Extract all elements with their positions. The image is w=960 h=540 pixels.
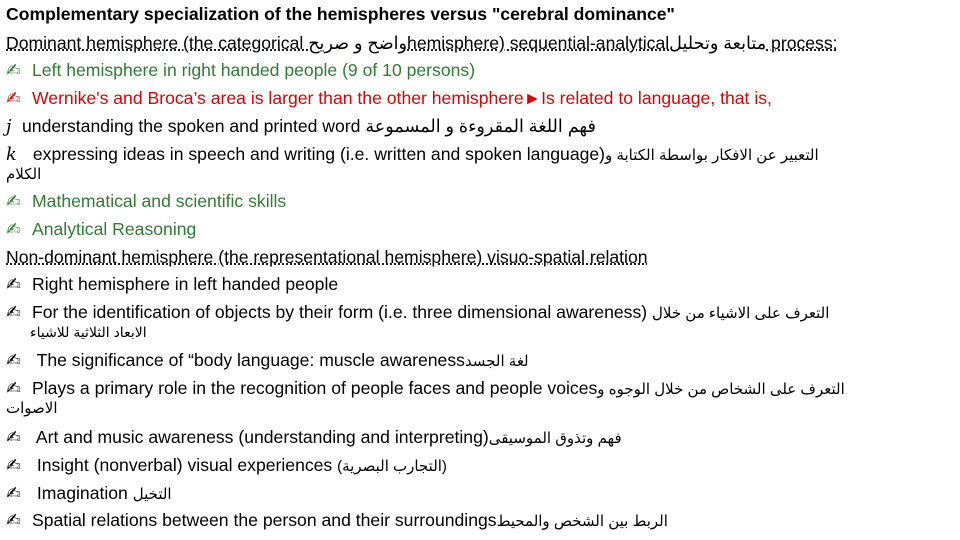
nondominant-item-2-arabic-2: الابعاد الثلاثية للاشياء bbox=[30, 324, 147, 340]
dominant-heading-text-c: process: bbox=[766, 33, 838, 53]
nondominant-item-1 bbox=[6, 273, 954, 295]
dominant-item-1-text: Left hemisphere in right handed people (9 of 10 persons) bbox=[32, 60, 476, 80]
hand-bullet-icon: ✍ bbox=[6, 192, 21, 212]
nondominant-item-4-arabic: التعرف على الشخاص من خلال الوجوه و bbox=[597, 381, 845, 398]
nondominant-item-8 bbox=[6, 509, 954, 531]
dominant-item-1 bbox=[6, 59, 954, 81]
hand-bullet-icon: ✍ bbox=[6, 456, 21, 476]
nondominant-item-7-text: Imagination bbox=[32, 483, 133, 503]
hand-bullet-icon: ✍ bbox=[6, 275, 21, 295]
nondominant-item-2-continuation bbox=[6, 321, 954, 343]
nondominant-item-4 bbox=[6, 377, 954, 399]
dominant-item-4 bbox=[6, 143, 954, 165]
hand-bullet-icon: ✍ bbox=[6, 428, 21, 448]
nondominant-item-5-arabic: فهم وتذوق الموسيقى bbox=[488, 430, 622, 447]
dominant-heading-text-b: hemisphere) sequential-analytical bbox=[407, 33, 670, 53]
dominant-item-4-arabic-2: الكلام bbox=[6, 166, 42, 183]
nondominant-item-6 bbox=[6, 454, 954, 476]
hand-bullet-icon: ✍ bbox=[6, 303, 21, 323]
dominant-item-5-text: Mathematical and scientific skills bbox=[32, 191, 287, 211]
nondominant-item-2-text: For the identification of objects by their form (i.e. three dimensional awareness) bbox=[32, 302, 652, 322]
nondominant-item-4-continuation bbox=[6, 398, 954, 420]
dominant-item-4-text: expressing ideas in speech and writing (i.e. written and spoken language) bbox=[28, 144, 606, 164]
dominant-item-6-text: Analytical Reasoning bbox=[32, 219, 197, 239]
hand-bullet-icon: ✍ bbox=[6, 220, 21, 240]
nondominant-item-8-text: Spatial relations between the person and their surroundings bbox=[32, 510, 497, 530]
dominant-heading-arabic: واضح و صريح bbox=[308, 33, 408, 53]
nondominant-item-4-text: Plays a primary role in the recognition of people faces and people voices bbox=[32, 378, 598, 398]
nondominant-item-2-arabic: التعرف على الاشياء من خلال bbox=[651, 305, 830, 322]
nondominant-item-1-text: Right hemisphere in left handed people bbox=[32, 274, 339, 294]
nondominant-item-5-text: Art and music awareness (understanding and interpreting) bbox=[32, 427, 489, 447]
k-bullet-icon: k bbox=[6, 145, 17, 165]
nondominant-item-7 bbox=[6, 482, 954, 504]
nondominant-item-6-text: Insight (nonverbal) visual experiences bbox=[32, 455, 338, 475]
dominant-item-6 bbox=[6, 218, 954, 240]
hand-bullet-icon: ✍ bbox=[6, 484, 21, 504]
dominant-item-4-arabic: التعبير عن الافكار بواسطة الكتابة و bbox=[605, 147, 819, 164]
hand-bullet-icon: ✍ bbox=[6, 351, 21, 371]
dominant-heading bbox=[6, 32, 954, 54]
j-bullet-icon: j bbox=[6, 117, 12, 137]
slide-title: Complementary specialization of the hemispheres versus "cerebral dominance" bbox=[6, 4, 675, 24]
dominant-heading-arabic-2: متابعة وتحليل bbox=[669, 33, 767, 53]
nondominant-item-7-arabic: التخيل bbox=[132, 486, 172, 503]
nondominant-item-5 bbox=[6, 426, 954, 448]
nondominant-item-3 bbox=[6, 349, 954, 371]
dominant-item-3-arabic: فهم اللغة المقروءة و المسموعة bbox=[365, 116, 596, 136]
nondominant-item-3-arabic: لغة الجسد bbox=[464, 353, 529, 370]
hand-bullet-icon: ✍ bbox=[6, 379, 21, 399]
hand-bullet-icon: ✍ bbox=[6, 89, 21, 109]
nondominant-item-8-arabic: الربط بين الشخص والمحيط bbox=[496, 513, 668, 530]
nondominant-heading: Non-dominant hemisphere (the representational hemisphere) visuo-spatial relation bbox=[6, 247, 648, 267]
nondominant-item-2 bbox=[6, 301, 954, 323]
dominant-item-5 bbox=[6, 190, 954, 212]
hand-bullet-icon: ✍ bbox=[6, 511, 21, 531]
dominant-item-2 bbox=[6, 87, 954, 109]
dominant-heading-text-a: Dominant hemisphere (the categorical bbox=[6, 33, 309, 53]
dominant-item-3-text: understanding the spoken and printed word bbox=[22, 116, 366, 136]
dominant-item-2-text: Wernike's and Broca’s area is larger than the other hemisphere►Is related to language, that is, bbox=[32, 88, 772, 108]
dominant-item-3 bbox=[6, 115, 954, 137]
nondominant-item-6-arabic: (التجارب البصرية) bbox=[337, 458, 447, 475]
nondominant-item-4-arabic-2: الاصوات bbox=[6, 400, 58, 417]
hand-bullet-icon: ✍ bbox=[6, 61, 21, 81]
dominant-item-4-continuation bbox=[6, 164, 954, 186]
nondominant-item-3-text: The significance of “body language: muscle awareness bbox=[32, 350, 465, 370]
